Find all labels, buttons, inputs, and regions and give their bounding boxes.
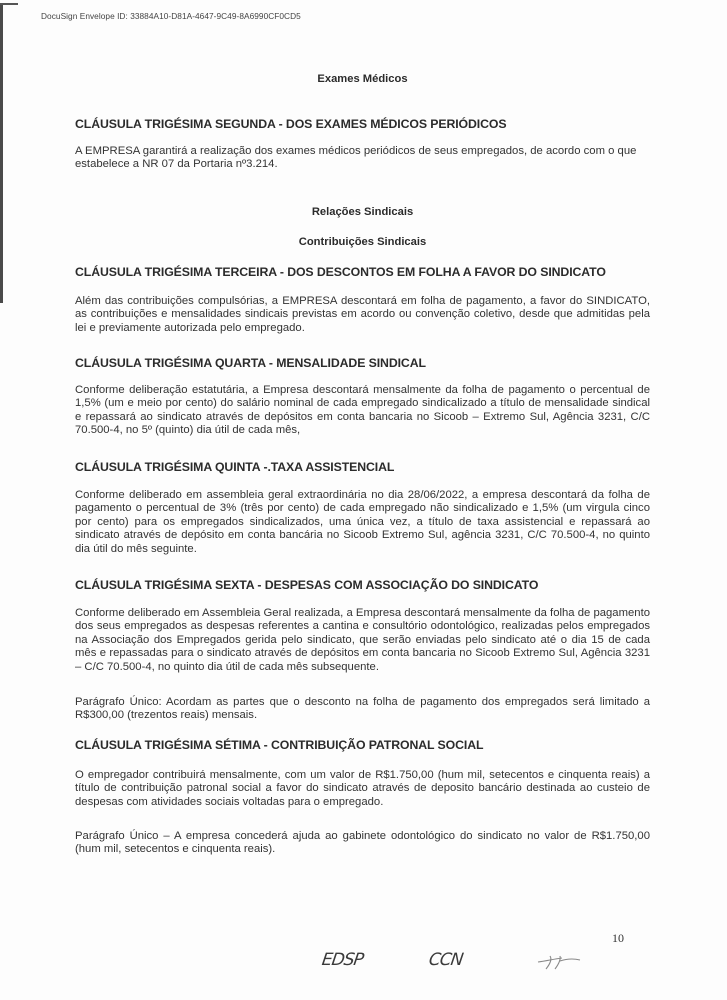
clause-paragraph-unico: Parágrafo Único: Acordam as partes que o desconto na folha de pagamento dos empregados será limitado a R$300,00 (trezentos reais) mensais.: [75, 696, 650, 722]
section-heading-relacoes: Relações Sindicais: [311, 206, 414, 218]
clause-title: CLÁUSULA TRIGÉSIMA SEXTA - DESPESAS COM ASSOCIAÇÃO DO SINDICATO: [75, 578, 539, 592]
clause-paragraph: Conforme deliberação estatutária, a Empresa descontará mensalmente da folha de pagamento o percentual de 1,5% (um e meio por cento) do salário nominal de cada empregado sindicalizado a título de mensalidade sindical e repassará ao sindicato através de depósitos em conta bancaria no Sicoob – Extremo Sul, Agência 3231, C/C 70.500-4, no 5º (quinto) dia útil de cada mês,: [75, 384, 650, 437]
envelope-id: DocuSign Envelope ID: 33884A10-D81A-4647-9C49-8A6990CF0CD5: [41, 11, 301, 21]
clause-title: CLÁUSULA TRIGÉSIMA TERCEIRA - DOS DESCONTOS EM FOLHA A FAVOR DO SINDICATO: [75, 265, 606, 279]
clause-title: CLÁUSULA TRIGÉSIMA QUINTA -.TAXA ASSISTENCIAL: [75, 460, 395, 474]
handwritten-signature-icon: [536, 950, 586, 974]
initials-edsp: EDSP: [320, 950, 365, 970]
initials-ccn: CCN: [427, 950, 464, 970]
page-number: 10: [612, 931, 624, 945]
clause-title: CLÁUSULA TRIGÉSIMA SÉTIMA - CONTRIBUIÇÃO PATRONAL SOCIAL: [75, 738, 484, 752]
section-heading-contribuicoes: Contribuições Sindicais: [298, 236, 427, 248]
clause-paragraph-unico: Parágrafo Único – A empresa concederá ajuda ao gabinete odontológico do sindicato no valor de R$1.750,00 (hum mil, setecentos e cinquenta reais).: [75, 830, 650, 856]
clause-paragraph: Além das contribuições compulsórias, a EMPRESA descontará em folha de pagamento, a favor do SINDICATO, as contribuições e mensalidades sindicais previstas em acordo ou convenção coletivo, desde que admitidas pela lei e previamente autorizada pelo empregado.: [75, 295, 650, 334]
clause-paragraph: Conforme deliberado em assembleia geral extraordinária no dia 28/06/2022, a empresa descontará da folha de pagamento o percentual de 3% (três por cento) de cada empregado não sindicalizado e 1,5% (um virgula cinco por cento) para os empregados sindicalizados, uma única vez, a título de taxa assistencial e repassará ao sindicato através de depósito em conta bancária no Sicoob Extremo Sul, agência 3231, C/C 70.500-4, no quinto dia útil do mês seguinte.: [75, 489, 650, 555]
section-heading-exames: Exames Médicos: [317, 73, 408, 85]
clause-title: CLÁUSULA TRIGÉSIMA SEGUNDA - DOS EXAMES MÉDICOS PERIÓDICOS: [75, 117, 507, 131]
scan-edge: [0, 3, 3, 303]
clause-paragraph: A EMPRESA garantirá a realização dos exames médicos periódicos de seus empregados, de acordo com o que estabelece a NR 07 da Portaria nº3.214.: [75, 145, 637, 171]
scan-edge-top: [0, 3, 18, 5]
clause-title: CLÁUSULA TRIGÉSIMA QUARTA - MENSALIDADE SINDICAL: [75, 356, 426, 370]
clause-paragraph: Conforme deliberado em Assembleia Geral realizada, a Empresa descontará mensalmente da folha de pagamento dos seus empregados as despesas referentes a cantina e consultório odontológico, realizadas pelos empregados na Associação dos Empregados gerida pelo sindicato, que serão enviadas pelo sindicato até o dia 15 de cada mês e repassadas para o sindicato através de depósitos em conta bancaria no Sicoob Extremo Sul, Agência 3231 – C/C 70.500-4, no quinto dia útil de cada mês subsequente.: [75, 607, 650, 673]
clause-paragraph: O empregador contribuirá mensalmente, com um valor de R$1.750,00 (hum mil, setecentos e cinquenta reais) a título de contribuição patronal social a favor do sindicato através de deposito bancário destinada ao custeio de despesas com atividades sociais voltadas para o empregado.: [75, 769, 650, 808]
